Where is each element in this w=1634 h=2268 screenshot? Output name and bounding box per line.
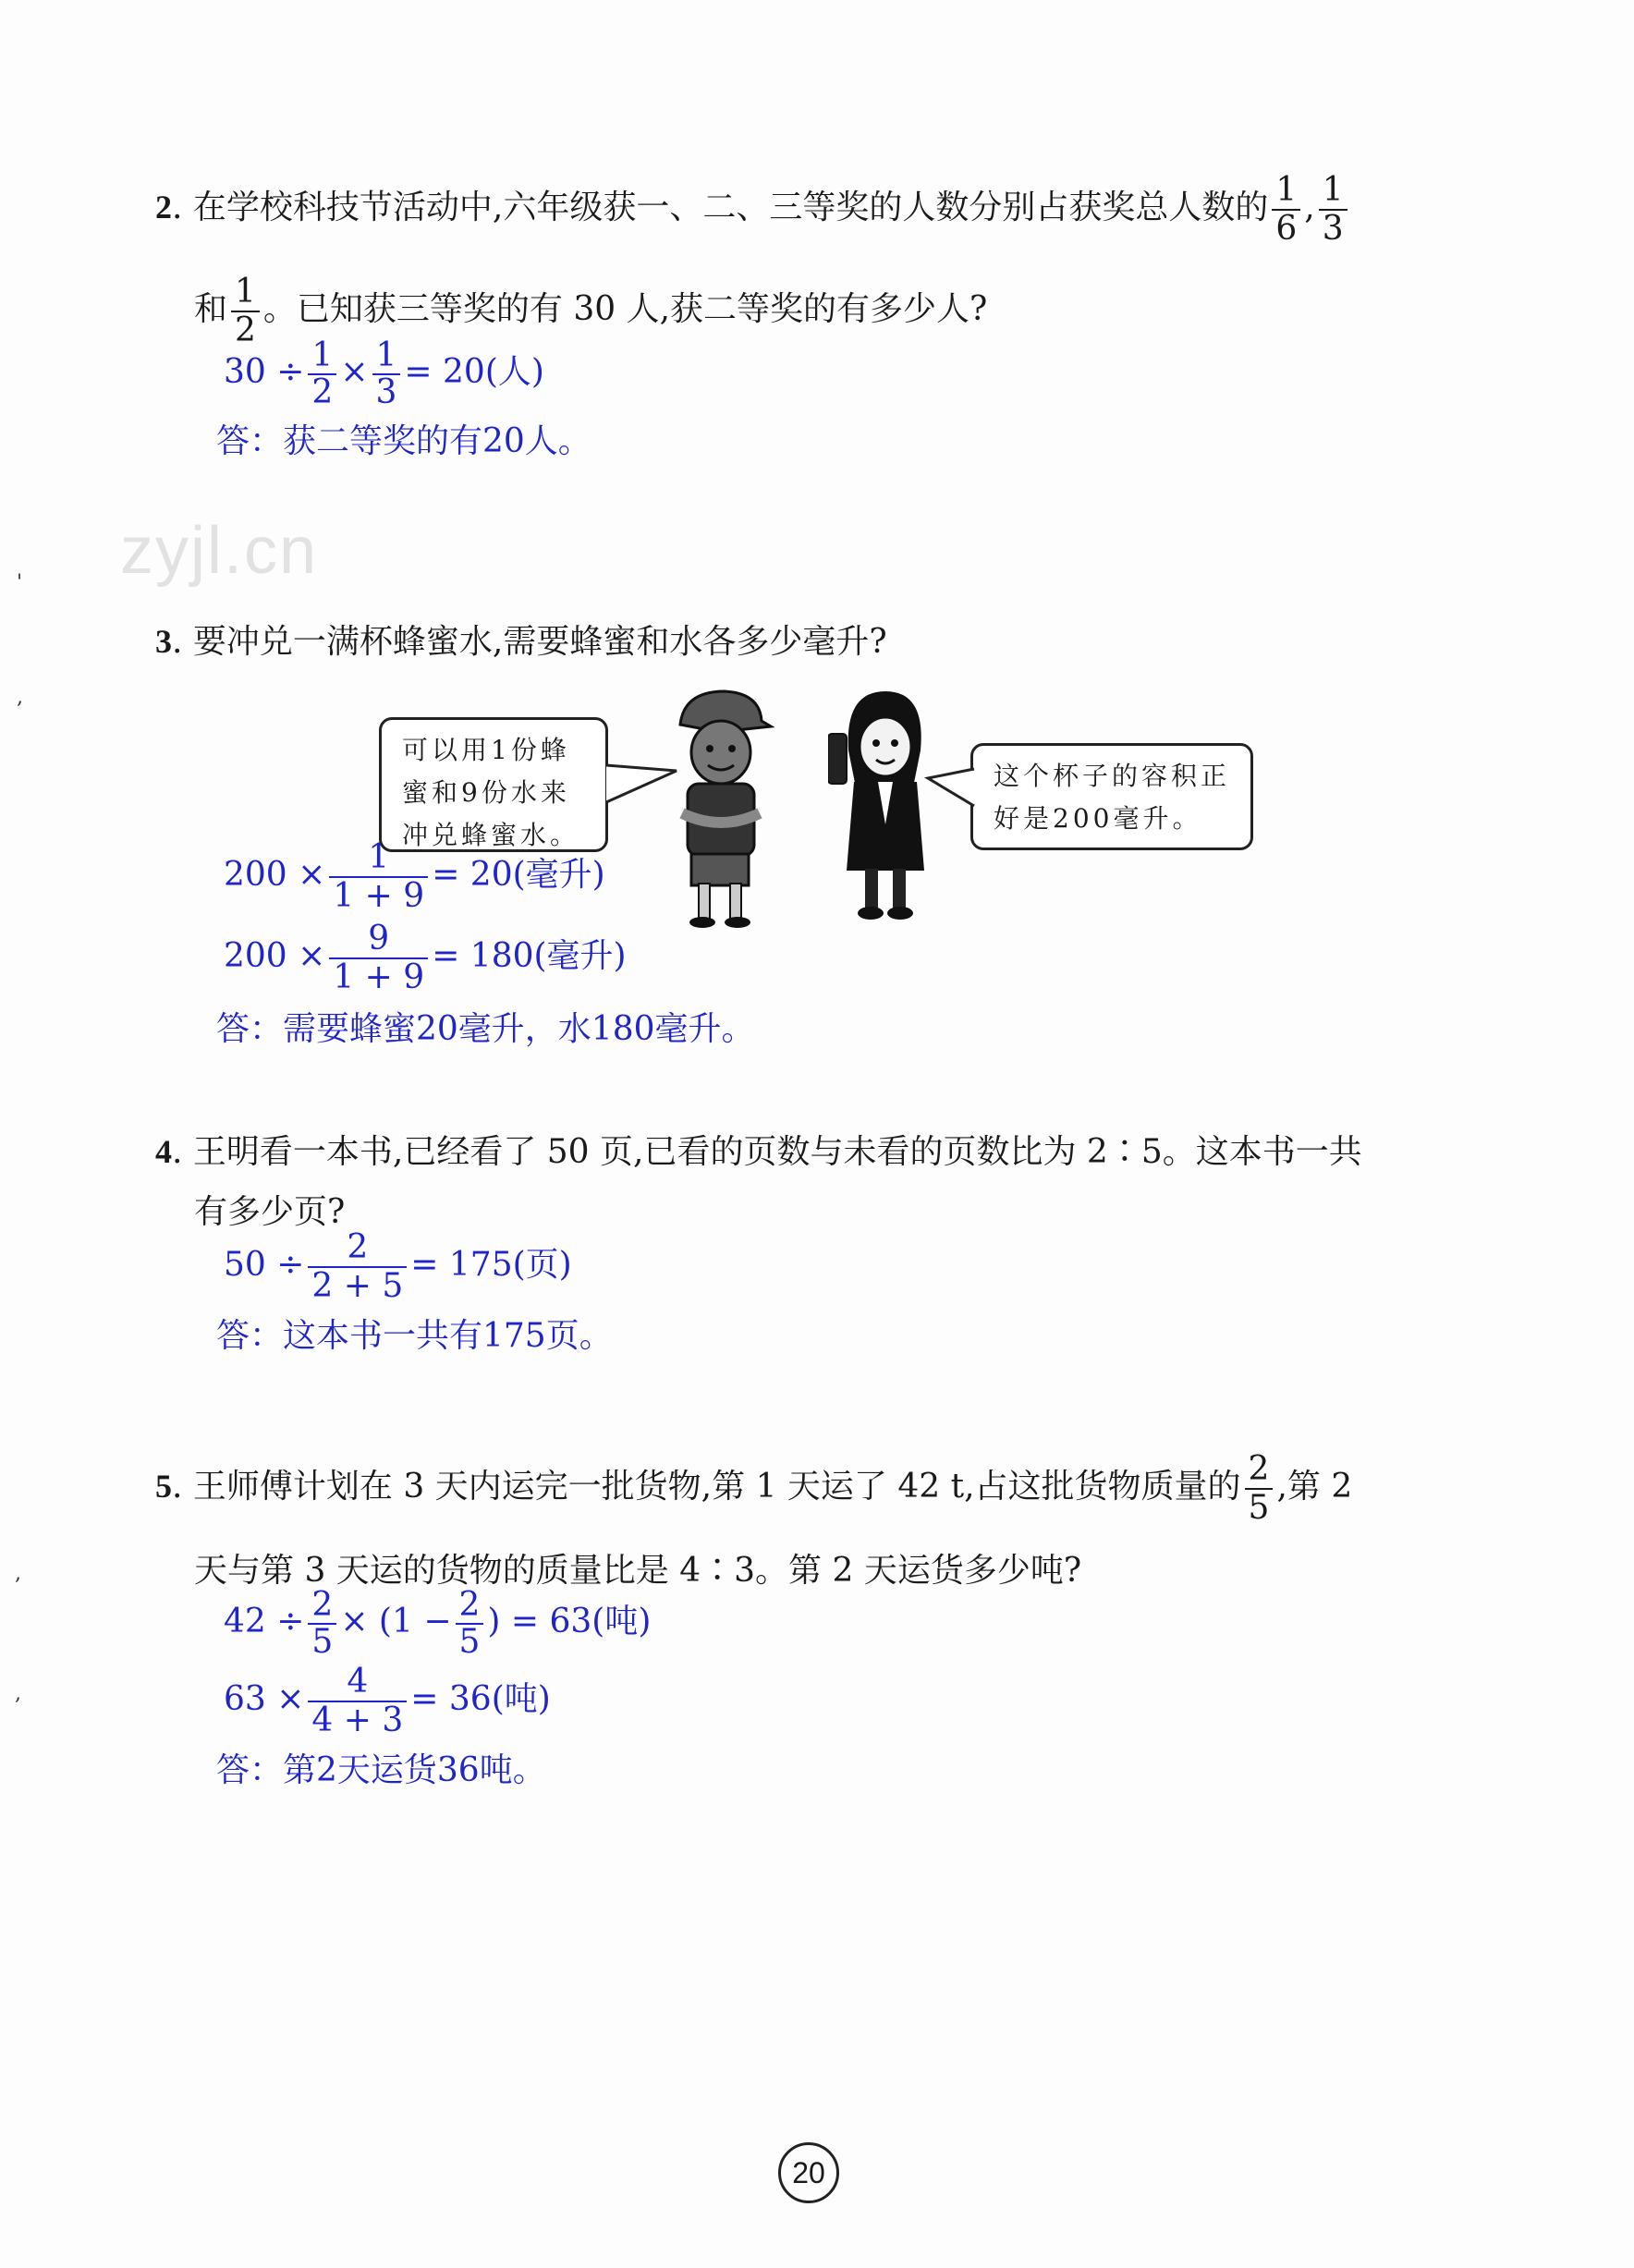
q2-text-a: . 在学校科技节活动中,六年级获一、二、三等奖的人数分别占获奖总人数的 bbox=[172, 189, 1269, 226]
q5-answer: 答：第2天运货36吨。 bbox=[216, 1751, 546, 1789]
q4-calculation: 50 ÷ $\frac{2}{2 + 5}$ = 175(页) bbox=[224, 1228, 572, 1305]
q2-text-b-post: 。已知获三等奖的有 30 人,获二等奖的有多少人? bbox=[262, 290, 988, 328]
scan-speck: , bbox=[17, 686, 23, 709]
q5-line2: 天与第 3 天运的货物的质量比是 4∶3。第 2 天运货多少吨? bbox=[194, 1552, 1082, 1590]
page-number: 20 bbox=[778, 2142, 839, 2203]
q4-line1 bbox=[155, 1129, 1362, 1175]
q5-number: 5 bbox=[155, 1468, 172, 1505]
q3-text: . 要冲兑一满杯蜂蜜水,需要蜂蜜和水各多少毫升? bbox=[172, 623, 887, 661]
q2-answer: 答：获二等奖的有20人。 bbox=[216, 422, 591, 460]
q4-answer: 答：这本书一共有175页。 bbox=[216, 1317, 613, 1355]
q2-calculation: 30 ÷ $\frac{1}{2}$ × $\frac{1}{3}$ = 20(人) bbox=[224, 336, 544, 411]
q2-calc-fraction-2: $\frac{1}{3}$ bbox=[372, 338, 401, 410]
scan-speck: , bbox=[15, 1562, 21, 1585]
q5-text-a: . 王师傅计划在 3 天内运完一批货物,第 1 天运了 42 t,占这批货物质量的 bbox=[172, 1468, 1241, 1506]
q3-line1 bbox=[155, 619, 887, 665]
q4-number: 4 bbox=[155, 1133, 172, 1170]
q5-fraction: $\frac{2}{5}$ bbox=[1245, 1451, 1274, 1527]
q4-calc-fraction: $\frac{2}{2 + 5}$ bbox=[308, 1229, 407, 1305]
q2-fraction-1: $\frac{1}{6}$ bbox=[1272, 172, 1300, 248]
q3-answer: 答：需要蜂蜜20毫升，水180毫升。 bbox=[216, 1010, 755, 1048]
scan-speck: , bbox=[15, 1682, 21, 1705]
q3-calculation-2: 200 × $\frac{9}{1 + 9}$ = 180(毫升) bbox=[224, 920, 627, 996]
speech-bubble-boy: 可以用1份蜂蜜和9份水来冲兑蜂蜜水。 bbox=[379, 717, 608, 852]
q2-fraction-3: $\frac{1}{2}$ bbox=[231, 274, 260, 349]
q5-calc1-fraction-2: $\frac{2}{5}$ bbox=[456, 1588, 484, 1660]
q4-line2: 有多少页? bbox=[194, 1193, 346, 1231]
q5-calc1-fraction-1: $\frac{2}{5}$ bbox=[308, 1588, 336, 1660]
q2-comma: , bbox=[1304, 189, 1315, 226]
watermark: zyjl.cn bbox=[120, 514, 319, 588]
q2-calc-fraction-1: $\frac{1}{2}$ bbox=[308, 338, 336, 410]
girl-illustration bbox=[828, 686, 939, 930]
q3-calc1-fraction: $\frac{1}{1 + 9}$ bbox=[329, 839, 428, 915]
q5-calculation-1: 42 ÷ $\frac{2}{5}$ × (1 − $\frac{2}{5}$ ) = 63(吨) bbox=[224, 1586, 652, 1661]
speech-bubble-girl: 这个杯子的容积正好是200毫升。 bbox=[970, 743, 1253, 850]
q2-line1 bbox=[155, 172, 1351, 248]
q5-text-a-post: ,第 2 bbox=[1276, 1468, 1353, 1506]
q2-text-b-pre: 和 bbox=[194, 290, 228, 328]
q5-calc2-fraction: $\frac{4}{4 + 3}$ bbox=[308, 1664, 407, 1739]
q4-text-a: . 王明看一本书,已经看了 50 页,已看的页数与未看的页数比为 2∶5。这本书一共 bbox=[172, 1133, 1362, 1171]
boy-illustration bbox=[664, 684, 774, 930]
q5-line1 bbox=[155, 1451, 1352, 1527]
q2-number: 2 bbox=[155, 189, 172, 226]
q3-calculation-1: 200 × $\frac{1}{1 + 9}$ = 20(毫升) bbox=[224, 838, 605, 915]
q5-calculation-2: 63 × $\frac{4}{4 + 3}$ = 36(吨) bbox=[224, 1663, 551, 1739]
q3-number: 3 bbox=[155, 623, 172, 660]
q3-calc2-fraction: $\frac{9}{1 + 9}$ bbox=[329, 921, 428, 996]
scan-speck: ' bbox=[17, 571, 23, 594]
q2-fraction-2: $\frac{1}{3}$ bbox=[1319, 172, 1347, 248]
